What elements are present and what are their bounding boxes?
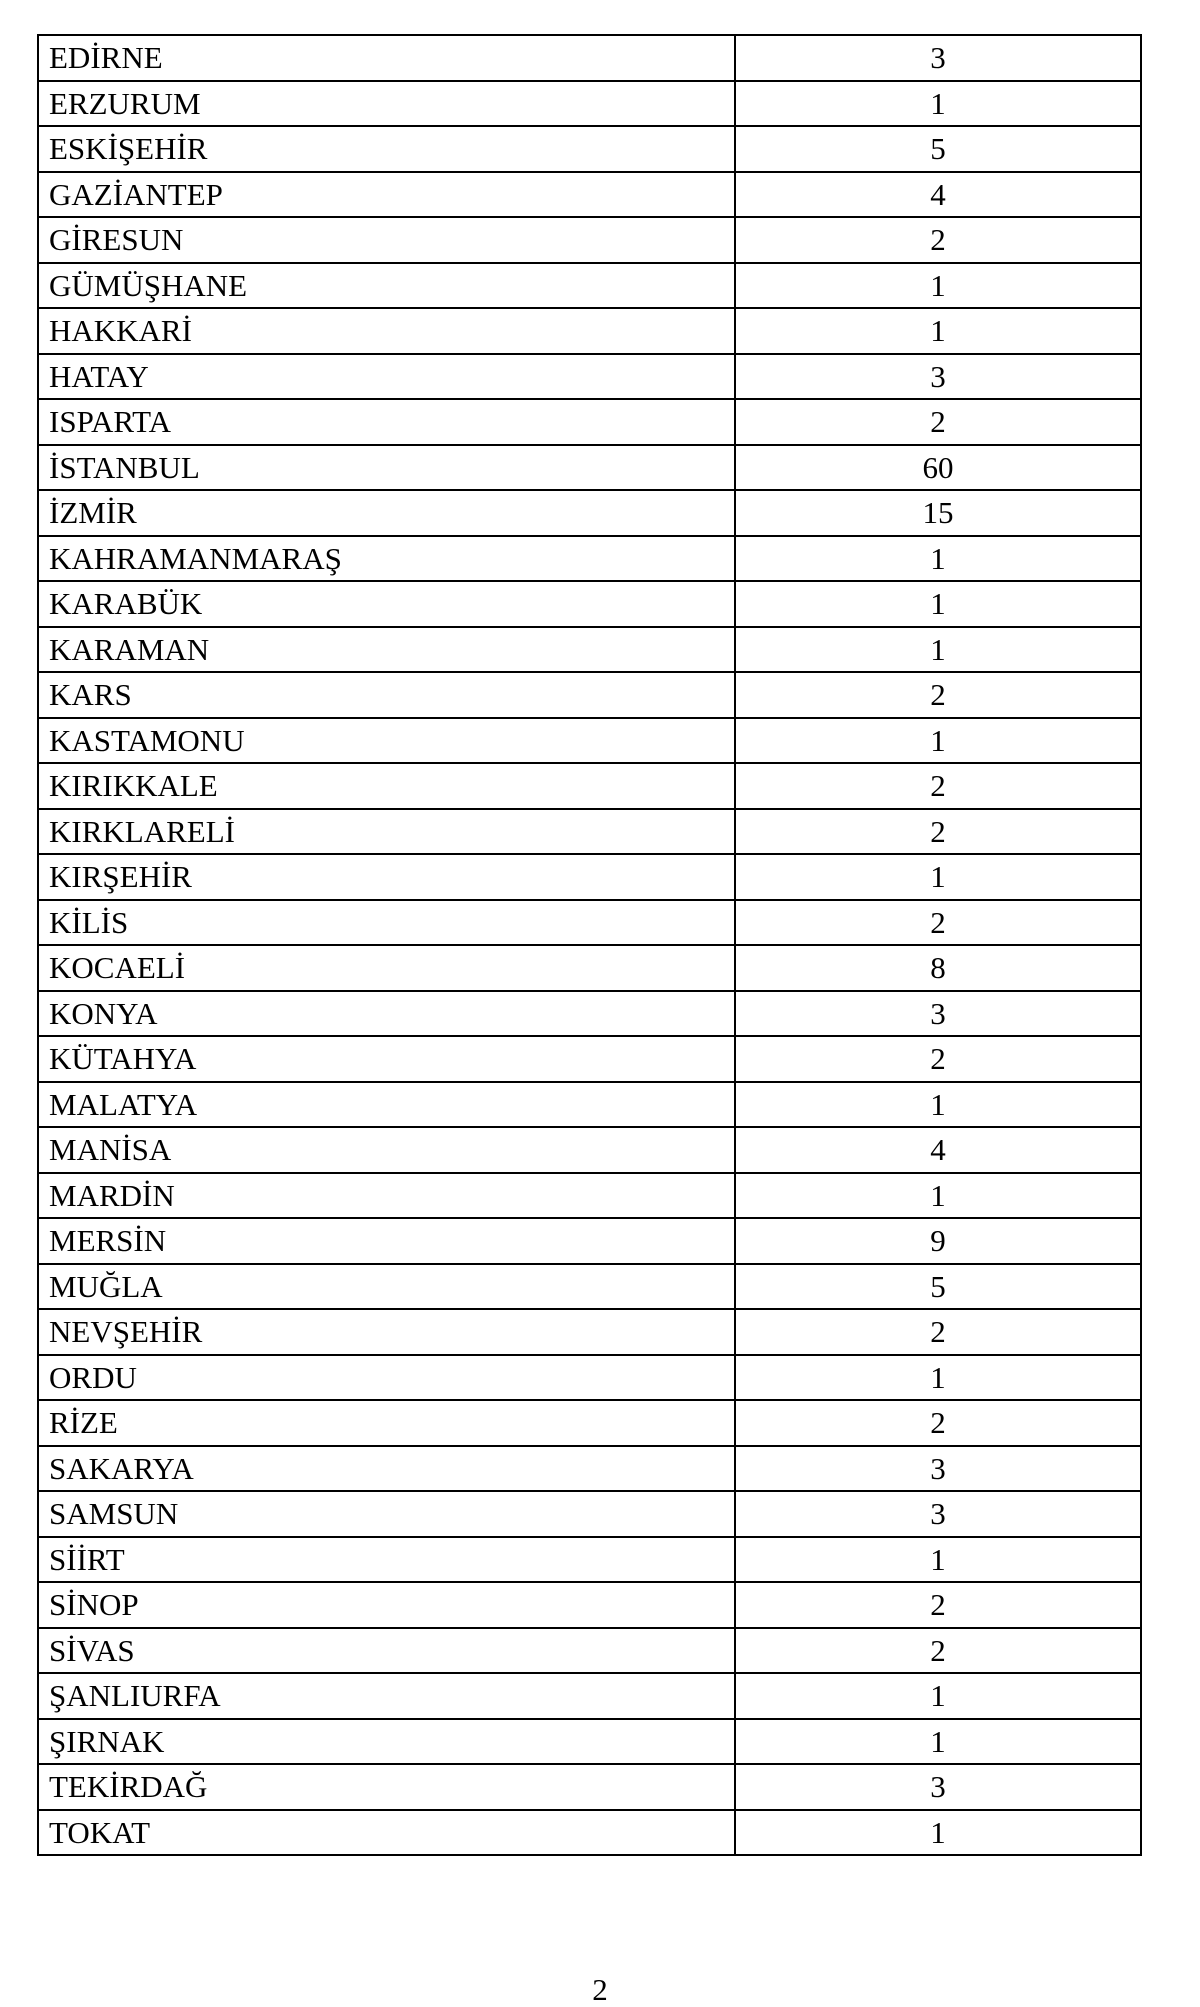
- table-row: [38, 490, 1141, 536]
- count-cell: 60: [735, 445, 1141, 491]
- table-row: [38, 35, 1141, 81]
- table-row: [38, 900, 1141, 946]
- count-cell: 4: [735, 172, 1141, 218]
- province-name-cell: TOKAT: [38, 1810, 735, 1856]
- province-name-cell: KAHRAMANMARAŞ: [38, 536, 735, 582]
- table-row: [38, 945, 1141, 991]
- count-cell: 2: [735, 763, 1141, 809]
- province-count-table: [37, 34, 1142, 1856]
- province-name-cell: ŞANLIURFA: [38, 1673, 735, 1719]
- province-name-cell: KOCAELİ: [38, 945, 735, 991]
- province-name-cell: TEKİRDAĞ: [38, 1764, 735, 1810]
- count-cell: 1: [735, 627, 1141, 673]
- count-cell: 1: [735, 854, 1141, 900]
- province-name-cell: İZMİR: [38, 490, 735, 536]
- count-cell: 9: [735, 1218, 1141, 1264]
- province-name-cell: MERSİN: [38, 1218, 735, 1264]
- province-name-cell: KIRŞEHİR: [38, 854, 735, 900]
- count-cell: 4: [735, 1127, 1141, 1173]
- table-row: [38, 1764, 1141, 1810]
- count-cell: 3: [735, 1491, 1141, 1537]
- province-name-cell: KARAMAN: [38, 627, 735, 673]
- table-row: [38, 536, 1141, 582]
- table-row: [38, 1628, 1141, 1674]
- count-cell: 1: [735, 308, 1141, 354]
- page-number: 2: [592, 1972, 608, 2007]
- table-row: [38, 1673, 1141, 1719]
- count-cell: 1: [735, 81, 1141, 127]
- province-name-cell: İSTANBUL: [38, 445, 735, 491]
- count-cell: 2: [735, 1400, 1141, 1446]
- table-row: [38, 172, 1141, 218]
- count-cell: 1: [735, 1719, 1141, 1765]
- province-name-cell: KONYA: [38, 991, 735, 1037]
- table-row: [38, 399, 1141, 445]
- count-cell: 1: [735, 718, 1141, 764]
- table-row: [38, 1446, 1141, 1492]
- province-name-cell: KÜTAHYA: [38, 1036, 735, 1082]
- count-cell: 2: [735, 900, 1141, 946]
- count-cell: 2: [735, 1582, 1141, 1628]
- province-name-cell: EDİRNE: [38, 35, 735, 81]
- table-row: [38, 672, 1141, 718]
- province-name-cell: NEVŞEHİR: [38, 1309, 735, 1355]
- count-cell: 1: [735, 1673, 1141, 1719]
- table-row: [38, 809, 1141, 855]
- province-name-cell: RİZE: [38, 1400, 735, 1446]
- province-name-cell: MUĞLA: [38, 1264, 735, 1310]
- table-row: [38, 1309, 1141, 1355]
- table-row: [38, 1173, 1141, 1219]
- table-row: [38, 763, 1141, 809]
- table-row: [38, 581, 1141, 627]
- table-row: [38, 1264, 1141, 1310]
- table-row: [38, 354, 1141, 400]
- table-row: [38, 1218, 1141, 1264]
- province-name-cell: GAZİANTEP: [38, 172, 735, 218]
- count-cell: 15: [735, 490, 1141, 536]
- table-body: [38, 35, 1141, 1855]
- table-row: [38, 1355, 1141, 1401]
- count-cell: 2: [735, 217, 1141, 263]
- table-row: [38, 445, 1141, 491]
- table-row: [38, 308, 1141, 354]
- table-row: [38, 126, 1141, 172]
- province-name-cell: HATAY: [38, 354, 735, 400]
- province-name-cell: MANİSA: [38, 1127, 735, 1173]
- province-name-cell: SİVAS: [38, 1628, 735, 1674]
- table-row: [38, 718, 1141, 764]
- count-cell: 3: [735, 991, 1141, 1037]
- province-name-cell: KIRIKKALE: [38, 763, 735, 809]
- count-cell: 1: [735, 536, 1141, 582]
- province-name-cell: KIRKLARELİ: [38, 809, 735, 855]
- table-row: [38, 1810, 1141, 1856]
- province-name-cell: MALATYA: [38, 1082, 735, 1128]
- count-cell: 5: [735, 126, 1141, 172]
- province-name-cell: HAKKARİ: [38, 308, 735, 354]
- count-cell: 1: [735, 581, 1141, 627]
- province-name-cell: ŞIRNAK: [38, 1719, 735, 1765]
- province-name-cell: SİNOP: [38, 1582, 735, 1628]
- province-name-cell: SAKARYA: [38, 1446, 735, 1492]
- count-cell: 3: [735, 35, 1141, 81]
- table-row: [38, 1036, 1141, 1082]
- count-cell: 1: [735, 1810, 1141, 1856]
- province-name-cell: ERZURUM: [38, 81, 735, 127]
- table-row: [38, 1491, 1141, 1537]
- count-cell: 2: [735, 1036, 1141, 1082]
- count-cell: 2: [735, 672, 1141, 718]
- province-name-cell: MARDİN: [38, 1173, 735, 1219]
- table-row: [38, 854, 1141, 900]
- table-row: [38, 991, 1141, 1037]
- province-name-cell: SİİRT: [38, 1537, 735, 1583]
- count-cell: 1: [735, 1082, 1141, 1128]
- province-name-cell: ISPARTA: [38, 399, 735, 445]
- count-cell: 2: [735, 1309, 1141, 1355]
- province-name-cell: KARS: [38, 672, 735, 718]
- count-cell: 1: [735, 263, 1141, 309]
- province-name-cell: KASTAMONU: [38, 718, 735, 764]
- count-cell: 1: [735, 1355, 1141, 1401]
- province-name-cell: KİLİS: [38, 900, 735, 946]
- count-cell: 2: [735, 809, 1141, 855]
- table-row: [38, 1400, 1141, 1446]
- table-row: [38, 1082, 1141, 1128]
- count-cell: 3: [735, 1446, 1141, 1492]
- province-name-cell: KARABÜK: [38, 581, 735, 627]
- province-name-cell: ESKİŞEHİR: [38, 126, 735, 172]
- province-name-cell: SAMSUN: [38, 1491, 735, 1537]
- table-row: [38, 217, 1141, 263]
- province-name-cell: ORDU: [38, 1355, 735, 1401]
- table-row: [38, 1719, 1141, 1765]
- count-cell: 2: [735, 399, 1141, 445]
- table-row: [38, 627, 1141, 673]
- count-cell: 5: [735, 1264, 1141, 1310]
- count-cell: 2: [735, 1628, 1141, 1674]
- province-name-cell: GİRESUN: [38, 217, 735, 263]
- table-row: [38, 263, 1141, 309]
- province-name-cell: GÜMÜŞHANE: [38, 263, 735, 309]
- count-cell: 1: [735, 1173, 1141, 1219]
- province-table-container: [37, 34, 1140, 1856]
- count-cell: 3: [735, 354, 1141, 400]
- count-cell: 3: [735, 1764, 1141, 1810]
- table-row: [38, 1127, 1141, 1173]
- count-cell: 8: [735, 945, 1141, 991]
- table-row: [38, 1582, 1141, 1628]
- count-cell: 1: [735, 1537, 1141, 1583]
- table-row: [38, 81, 1141, 127]
- table-row: [38, 1537, 1141, 1583]
